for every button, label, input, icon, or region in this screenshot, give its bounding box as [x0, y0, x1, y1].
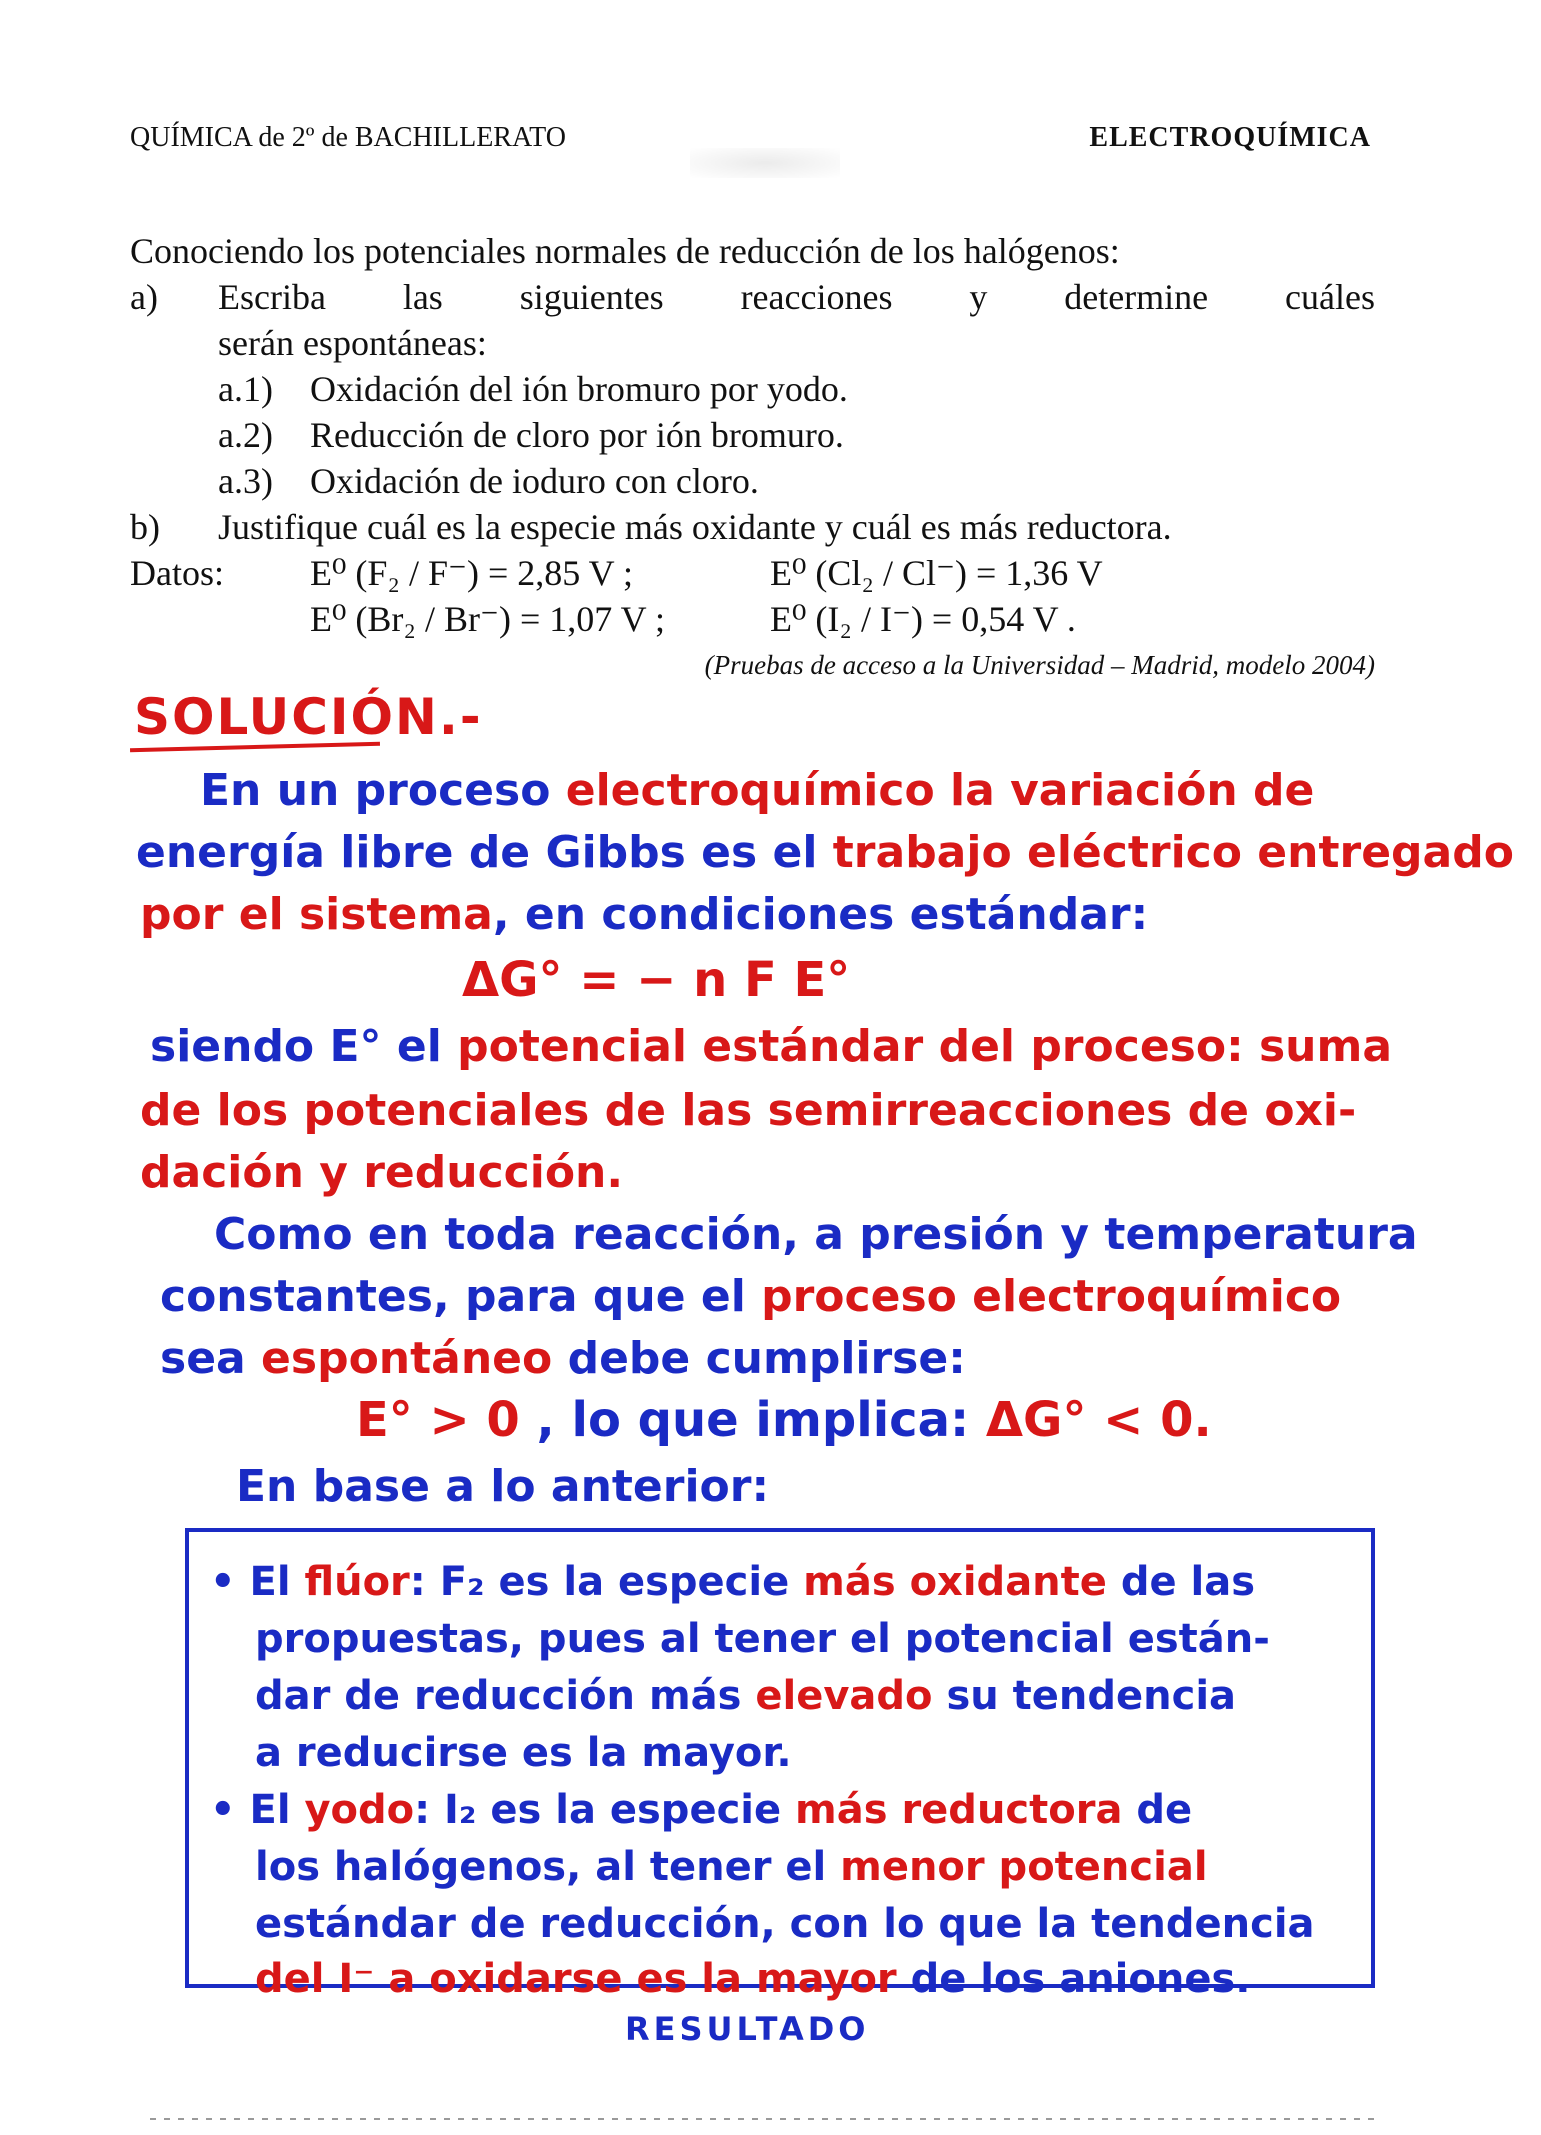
text-run: yodo — [304, 1787, 415, 1833]
text-run: constantes, para que el — [160, 1271, 762, 1322]
word: las — [402, 277, 443, 317]
text-run: proceso electroquímico — [761, 1271, 1342, 1322]
text-run: • El — [210, 1787, 305, 1833]
solution-line-10: En base a lo anterior: — [236, 1461, 770, 1512]
part-b-label: b) — [130, 507, 160, 547]
text-run: dar de reducción más — [255, 1673, 756, 1719]
part-a-continuation: serán espontáneas: — [218, 323, 487, 363]
source-citation: (Pruebas de acceso a la Universidad – Madrid, modelo 2004) — [704, 650, 1375, 680]
result-label: RESULTADO — [625, 2010, 870, 2048]
text-run: elevado — [755, 1673, 933, 1719]
text-run: de — [1122, 1787, 1193, 1833]
part-a1-label: a.1) — [218, 369, 273, 409]
scan-edge-line — [150, 2118, 1380, 2120]
text-run: menor potencial — [840, 1844, 1208, 1890]
text-run: los halógenos, al tener el — [255, 1844, 841, 1890]
text-run: potencial estándar del proceso: suma — [457, 1021, 1393, 1072]
scan-smudge — [690, 148, 840, 178]
part-a-label: a) — [130, 277, 158, 317]
solution-line-9 — [160, 1330, 966, 1388]
part-a3-label: a.3) — [218, 461, 273, 501]
topic-header: ELECTROQUÍMICA — [1089, 122, 1371, 153]
text-run: energía libre de Gibbs es el — [136, 827, 833, 878]
text-run: por el sistema — [140, 889, 493, 940]
spontaneity-condition — [356, 1392, 1212, 1448]
bullet-iodine-line-3: estándar de reducción, con lo que la tendencia — [255, 1901, 1315, 1947]
datum-iodine: E⁰ (I₂ / I⁻) = 0,54 V . — [770, 599, 1076, 639]
text-run: de las — [1106, 1559, 1256, 1605]
solution-line-7: Como en toda reacción, a presión y temperatura — [214, 1209, 1418, 1260]
course-header: QUÍMICA de 2º de BACHILLERATO — [130, 122, 566, 153]
bullet-fluorine-line-3 — [255, 1669, 1236, 1724]
text-run: más reductora — [795, 1787, 1123, 1833]
bullet-fluorine-line-2: propuestas, pues al tener el potencial están- — [255, 1616, 1270, 1662]
datum-bromine: E⁰ (Br₂ / Br⁻) = 1,07 V ; — [310, 599, 665, 639]
solution-title: SOLUCIÓN.- — [134, 688, 483, 746]
text-run: flúor — [304, 1559, 410, 1605]
solution-line-5: de los potenciales de las semirreacciones de oxi- — [140, 1085, 1357, 1136]
text-run: debe cumplirse: — [552, 1333, 966, 1384]
part-b-text: Justifique cuál es la especie más oxidante y cuál es más reductora. — [218, 507, 1172, 547]
datos-label: Datos: — [130, 553, 224, 593]
solution-line-8 — [160, 1268, 1341, 1326]
text-run: , lo que implica: — [519, 1392, 986, 1448]
text-run: de los aniones. — [896, 1956, 1251, 2002]
solution-line-6: dación y reducción. — [140, 1147, 624, 1198]
text-run: electroquímico la variación de — [565, 765, 1315, 816]
word: Escriba — [218, 277, 326, 317]
datum-chlorine: E⁰ (Cl₂ / Cl⁻) = 1,36 V — [770, 553, 1103, 593]
problem-intro: Conociendo los potenciales normales de reducción de los halógenos: — [130, 231, 1120, 271]
word: cuáles — [1285, 277, 1375, 317]
bullet-iodine-line-1 — [210, 1783, 1192, 1838]
text-run: sea — [160, 1333, 262, 1384]
part-a-text — [218, 274, 1375, 320]
text-run: del I⁻ a oxidarse es la mayor — [255, 1956, 897, 2002]
text-run: E° > 0 — [356, 1392, 520, 1448]
text-run: su tendencia — [932, 1673, 1237, 1719]
text-run: ΔG° < 0. — [985, 1392, 1212, 1448]
word: siguientes — [519, 277, 664, 317]
text-run: En un proceso — [200, 765, 566, 816]
solution-line-1 — [200, 762, 1314, 820]
solution-line-3 — [140, 886, 1148, 944]
text-run: : F₂ es la especie — [409, 1559, 804, 1605]
problem-statement — [130, 228, 1375, 680]
solution-line-4 — [150, 1018, 1392, 1076]
text-run: siendo E° el — [150, 1021, 458, 1072]
part-a2-label: a.2) — [218, 415, 273, 455]
text-run: espontáneo — [261, 1333, 553, 1384]
gibbs-formula: ΔG° = − n F E° — [462, 952, 851, 1008]
word: reacciones — [740, 277, 893, 317]
part-a1-text: Oxidación del ión bromuro por yodo. — [310, 369, 848, 409]
part-a2-text: Reducción de cloro por ión bromuro. — [310, 415, 844, 455]
bullet-iodine-line-4 — [255, 1952, 1250, 2007]
text-run: trabajo eléctrico entregado — [832, 827, 1514, 878]
bullet-iodine-line-2 — [255, 1840, 1208, 1895]
word: y — [969, 277, 988, 317]
text-run: : I₂ es la especie — [414, 1787, 796, 1833]
bullet-fluorine-line-1 — [210, 1555, 1255, 1610]
text-run: , en condiciones estándar: — [492, 889, 1149, 940]
word: determine — [1064, 277, 1209, 317]
text-run: • El — [210, 1559, 305, 1605]
text-run: más oxidante — [803, 1559, 1107, 1605]
part-a3-text: Oxidación de ioduro con cloro. — [310, 461, 759, 501]
datum-fluorine: E⁰ (F₂ / F⁻) = 2,85 V ; — [310, 553, 633, 593]
solution-line-2 — [136, 824, 1514, 882]
bullet-fluorine-line-4: a reducirse es la mayor. — [255, 1730, 792, 1776]
